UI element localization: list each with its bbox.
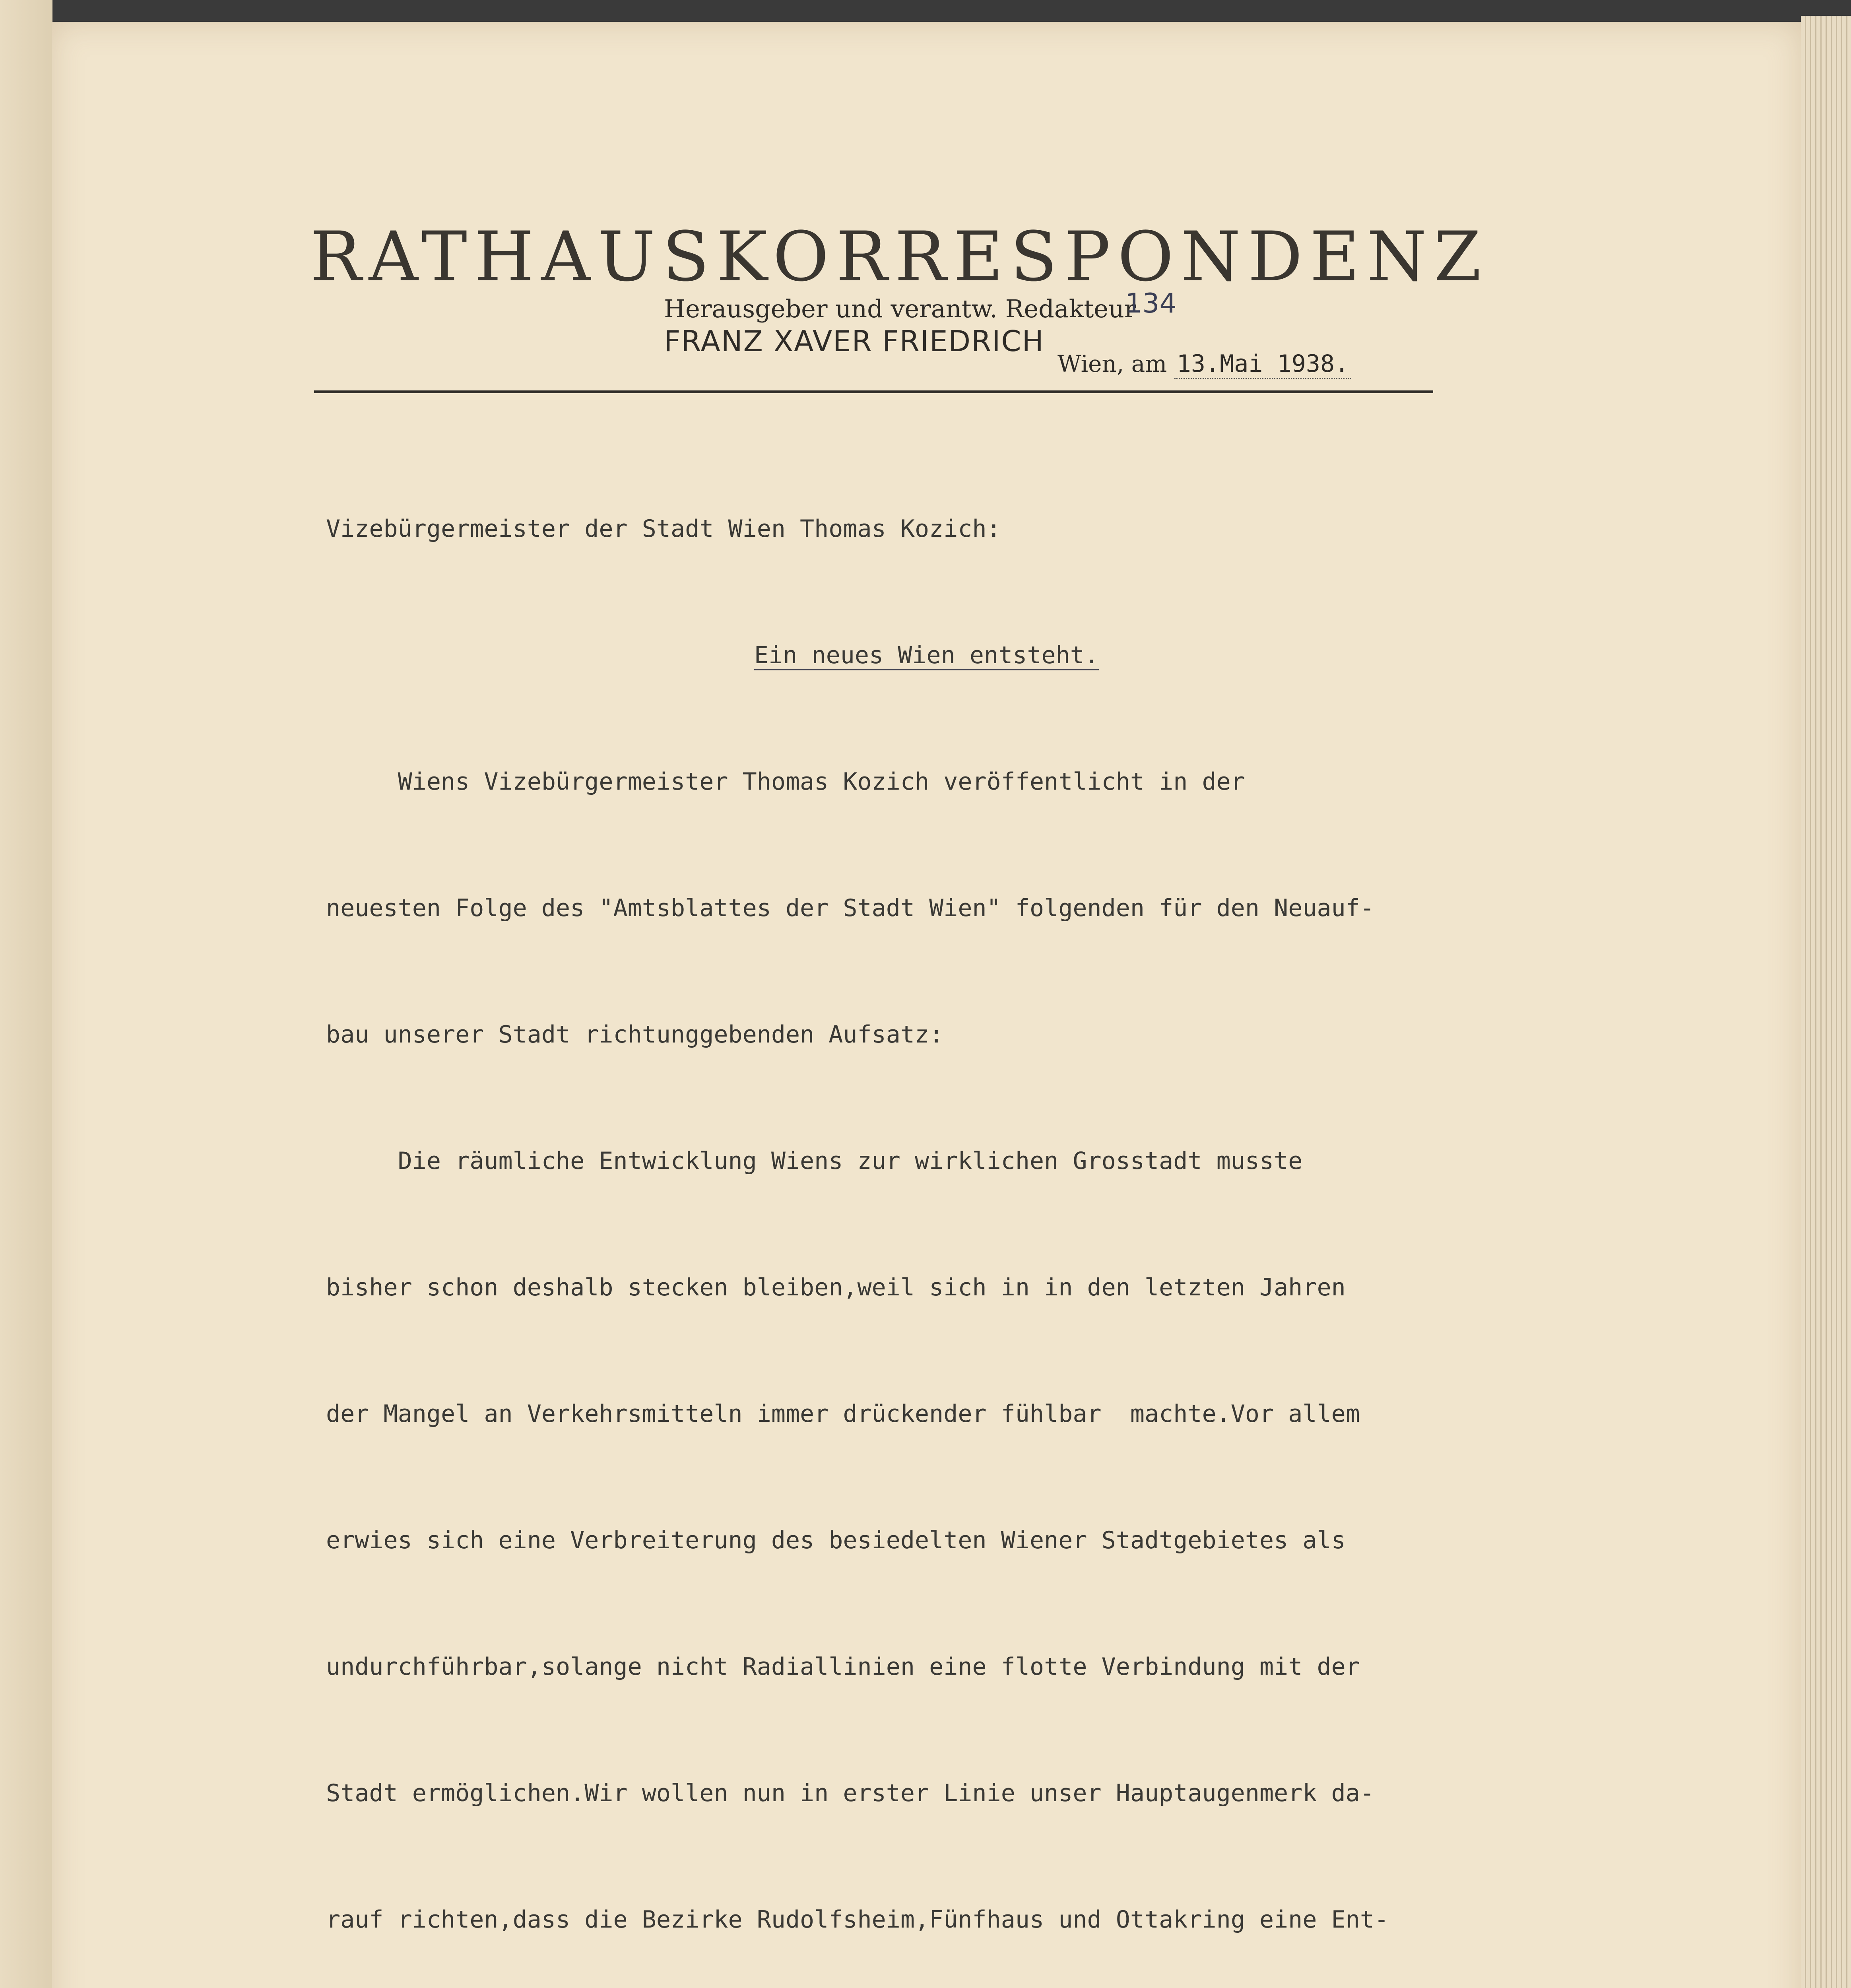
header-rule [314,390,1433,393]
text-line: erwies sich eine Verbreiterung des besiedelten Wiener Stadtgebietes als [326,1526,1346,1554]
article-body [326,423,1479,1988]
text-line: rauf richten,dass die Bezirke Rudolfsheim,Fünfhaus und Ottakring eine Ent- [326,1906,1389,1934]
masthead [310,217,1489,297]
article-heading: Ein neues Wien entsteht. [326,634,1479,676]
publisher-line: Herausgeber und verantw. Redakteur [664,294,1136,323]
text-line: neuesten Folge des "Amtsblattes der Stadt Wien" folgenden für den Neuauf- [326,894,1374,922]
editor-name: FRANZ XAVER FRIEDRICH [664,324,1044,358]
text-line: Vizebürgermeister der Stadt Wien Thomas Kozich: [326,515,1001,543]
text-line: undurchführbar,solange nicht Radiallinien eine flotte Verbindung mit der [326,1653,1360,1681]
page-stack-edges [1801,16,1851,1988]
date-prefix: Wien, am [1057,350,1167,377]
dateline [1057,350,1351,378]
text-line: Stadt ermöglichen.Wir wollen nun in erster Linie unser Hauptaugenmerk da- [326,1779,1374,1807]
text-line: bisher schon deshalb stecken bleiben,weil sich in in den letzten Jahren [326,1274,1346,1301]
text-line: Wiens Vizebürgermeister Thomas Kozich veröffentlicht in der [326,768,1245,796]
page-number: 134 [1125,288,1177,319]
publication-title: RATHAUSKORRESPONDENZ [310,217,1489,297]
book-binding-edge [0,0,52,1988]
text-line: Die räumliche Entwicklung Wiens zur wirklichen Grosstadt musste [326,1147,1303,1175]
date-value: 13.Mai 1938. [1174,350,1351,379]
text-line: der Mangel an Verkehrsmitteln immer drückender fühlbar machte.Vor allem [326,1400,1360,1428]
text-line: bau unserer Stadt richtunggebenden Aufsatz: [326,1021,944,1048]
